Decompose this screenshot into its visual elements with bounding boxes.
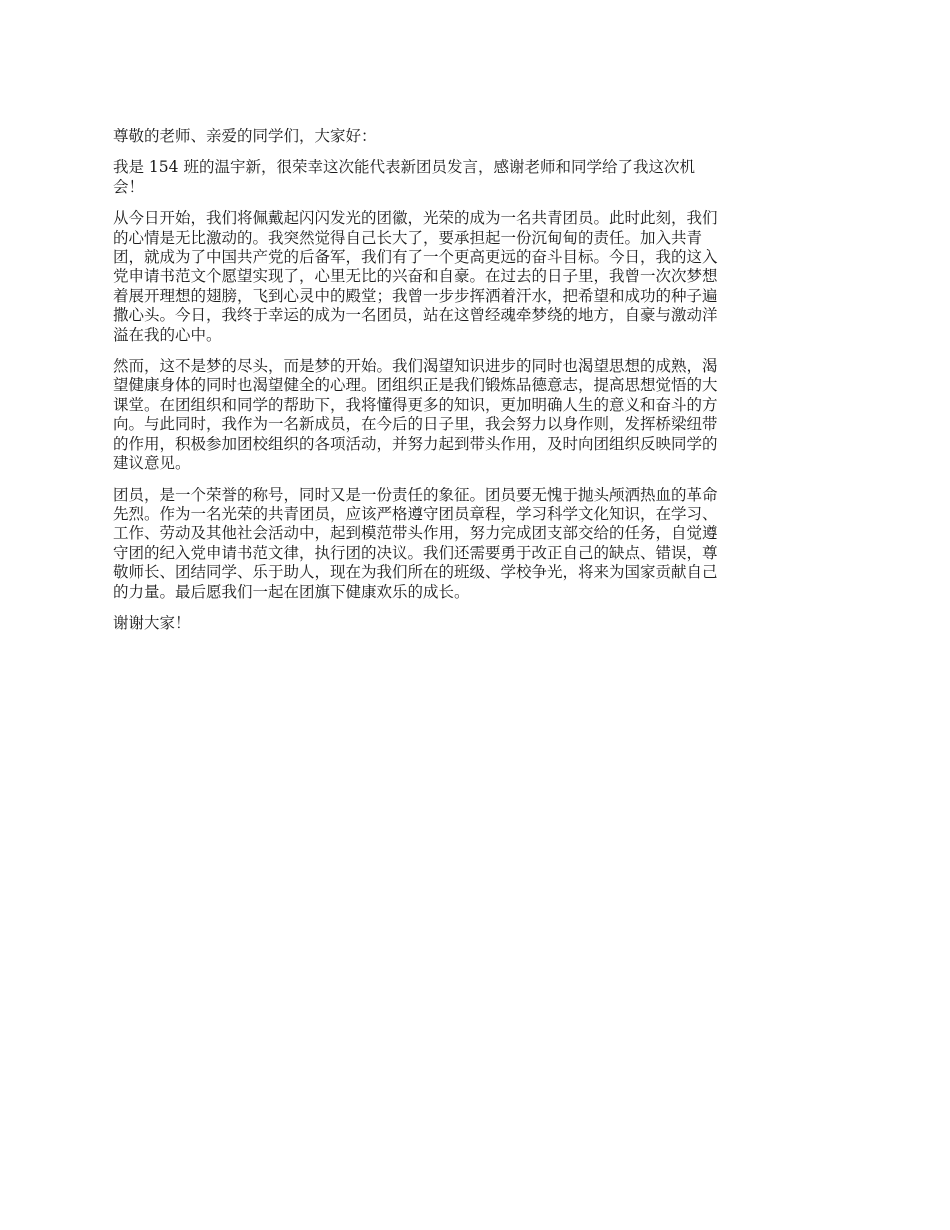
paragraph-aspiration: 然而，这不是梦的尽头，而是梦的开始。我们渴望知识进步的同时也渴望思想的成熟，渴 望健康身体的同时也渴望健全的心理。团组织正是我们锻炼品德意志，提高思想觉悟的大 课堂。在团组织和同学的帮助下，我将懂得更多的知识，更加明确人生的意义和奋斗的方 向。与此同时，我作为一名新成员，在今后的日子里，我会努力以身作则，发挥桥梁纽带 的作用，积极参加团校组织的各项活动，并努力起到带头作用，及时向团组织反映同学的 建议意见。 [113, 357, 718, 473]
paragraph-introduction: 我是 154 班的温宇新，很荣幸这次能代表新团员发言，感谢老师和同学给了我这次机 会！ [113, 158, 695, 196]
paragraph-closing: 谢谢大家！ [113, 613, 191, 632]
speech-body [113, 127, 840, 645]
paragraph-joining: 从今日开始，我们将佩戴起闪闪发光的团徽，光荣的成为一名共青团员。此时此刻，我们 的心情是无比激动的。我突然觉得自己长大了，要承担起一份沉甸甸的责任。加入共青 团，就成为了中国共产党的后备军，我们有了一个更高更远的奋斗目标。今日，我的这入 党申请书范文个愿望实现了，心里无比的兴奋和自豪。在过去的日子里，我曾一次次梦想 着展开理想的翅膀，飞到心灵中的殿堂；我曾一步步挥洒着汗水，把希望和成功的种子遍 撒心头。今日，我终于幸运的成为一名团员，站在这曾经魂牵梦绕的地方，自豪与激动洋 溢在我的心中。 [113, 209, 718, 344]
paragraph-responsibility: 团员，是一个荣誉的称号，同时又是一份责任的象征。团员要无愧于抛头颅洒热血的革命 先烈。作为一名光荣的共青团员，应该严格遵守团员章程，学习科学文化知识，在学习、 工作、劳动及其他社会活动中，起到模范带头作用，努力完成团支部交给的任务，自觉遵 守团的纪入党申请书范文律，执行团的决议。我们还需要勇于改正自己的缺点、错误，尊 敬师长、团结同学、乐于助人，现在为我们所在的班级、学校争光，将来为国家贡献自己 的力量。最后愿我们一起在团旗下健康欢乐的成长。 [113, 485, 718, 601]
paragraph-greeting: 尊敬的老师、亲爱的同学们，大家好： [113, 127, 377, 145]
